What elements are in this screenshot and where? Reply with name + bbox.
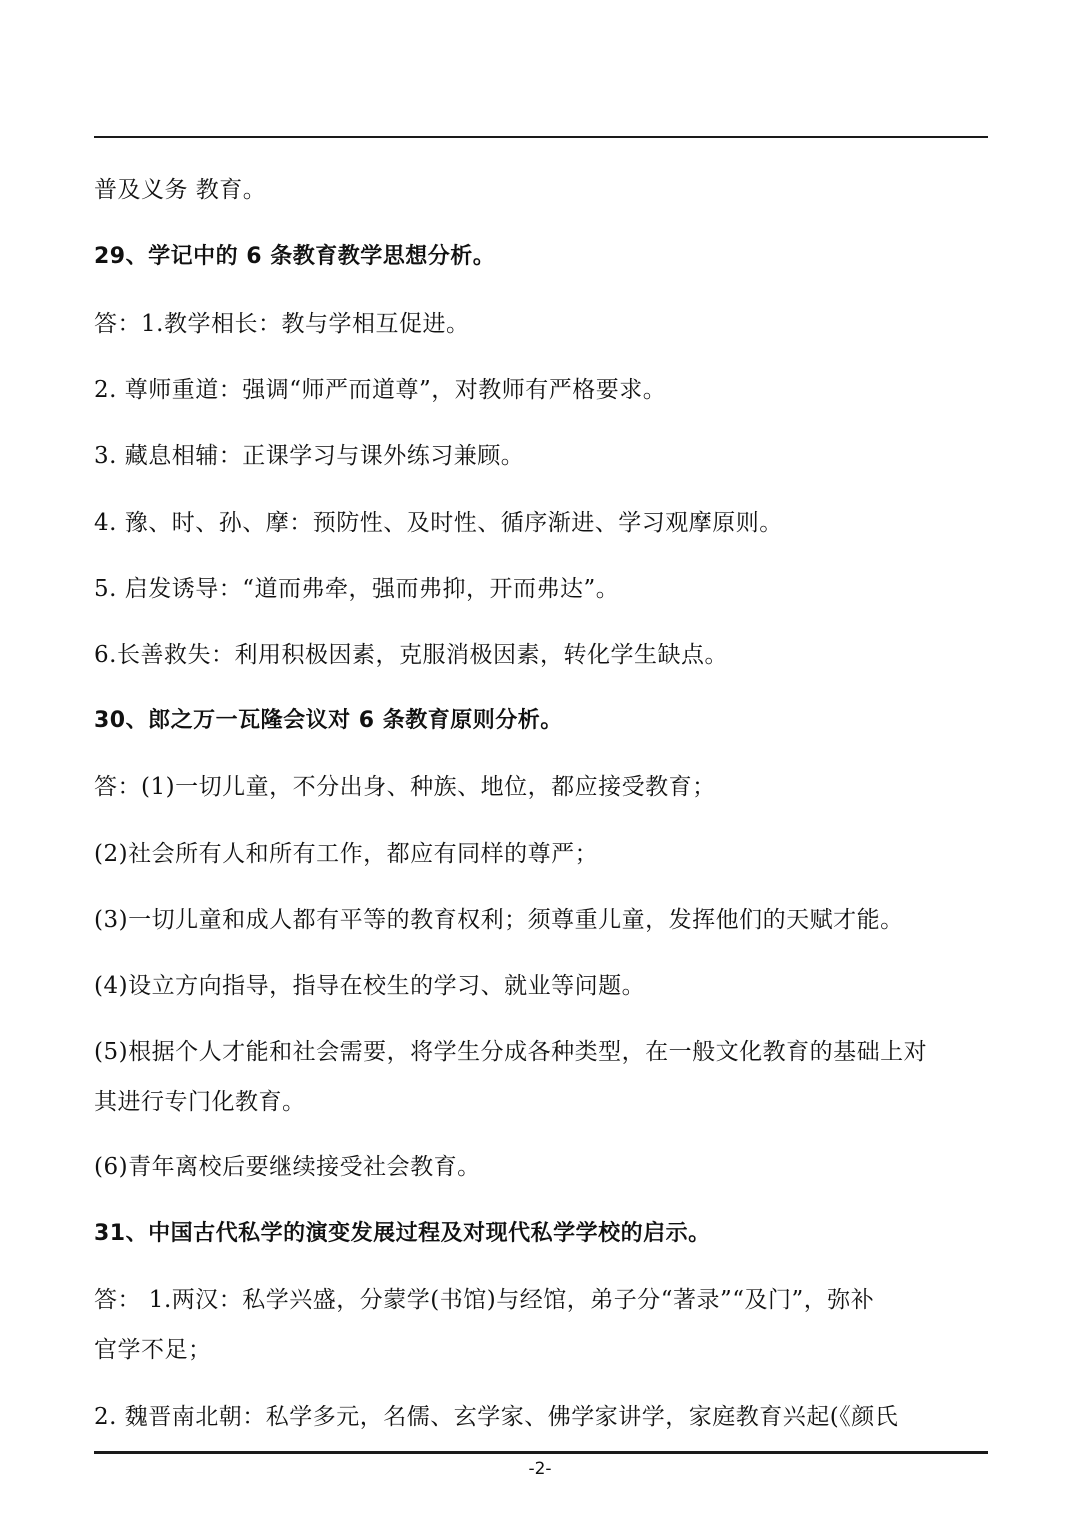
q31-answer-line-1: 答： 1.两汉：私学兴盛，分蒙学(书馆)与经馆，弟子分“著录”“及门”，弥补 [94,1287,875,1313]
q30-answer-line-2: (2)社会所有人和所有工作，都应有同样的尊严； [94,841,599,867]
q31-answer-line-2: 2. 魏晋南北朝：私学多元，名儒、玄学家、佛学家讲学，家庭教育兴起(《颜氏 [94,1404,899,1430]
q30-answer-line-5-cont: 其进行专门化教育。 [94,1089,306,1115]
header-rule [94,136,988,138]
q30-answer-line-4: (4)设立方向指导，指导在校生的学习、就业等问题。 [94,973,646,999]
q30-answer-line-6: (6)青年离校后要继续接受社会教育。 [94,1154,481,1180]
q29-answer-line-1: 答：1.教学相长：教与学相互促进。 [94,311,470,337]
q31-answer-line-1-cont: 官学不足； [94,1337,212,1363]
question-31-title: 31、中国古代私学的演变发展过程及对现代私学学校的启示。 [94,1221,711,1246]
q30-answer-line-1: 答：(1)一切儿童，不分出身、种族、地位，都应接受教育； [94,774,716,800]
q29-answer-line-3: 3. 藏息相辅：正课学习与课外练习兼顾。 [94,443,525,469]
page-number: -2- [528,1459,552,1479]
q29-answer-line-2: 2. 尊师重道：强调“师严而道尊”，对教师有严格要求。 [94,377,667,403]
question-30-title: 30、郎之万一瓦隆会议对 6 条教育原则分析。 [94,708,563,733]
question-29-title: 29、学记中的 6 条教育教学思想分析。 [94,244,496,269]
footer-rule [94,1451,988,1454]
q30-answer-line-3: (3)一切儿童和成人都有平等的教育权利；须尊重儿童，发挥他们的天赋才能。 [94,907,904,933]
q29-answer-line-5: 5. 启发诱导：“道而弗牵，强而弗抑，开而弗达”。 [94,576,620,602]
continuation-text: 普及义务 教育。 [94,177,267,203]
q30-answer-line-5: (5)根据个人才能和社会需要，将学生分成各种类型，在一般文化教育的基础上对 [94,1039,928,1065]
q29-answer-line-6: 6.长善救失：利用积极因素，克服消极因素，转化学生缺点。 [94,642,728,668]
q29-answer-line-4: 4. 豫、时、孙、摩：预防性、及时性、循序渐进、学习观摩原则。 [94,510,783,536]
